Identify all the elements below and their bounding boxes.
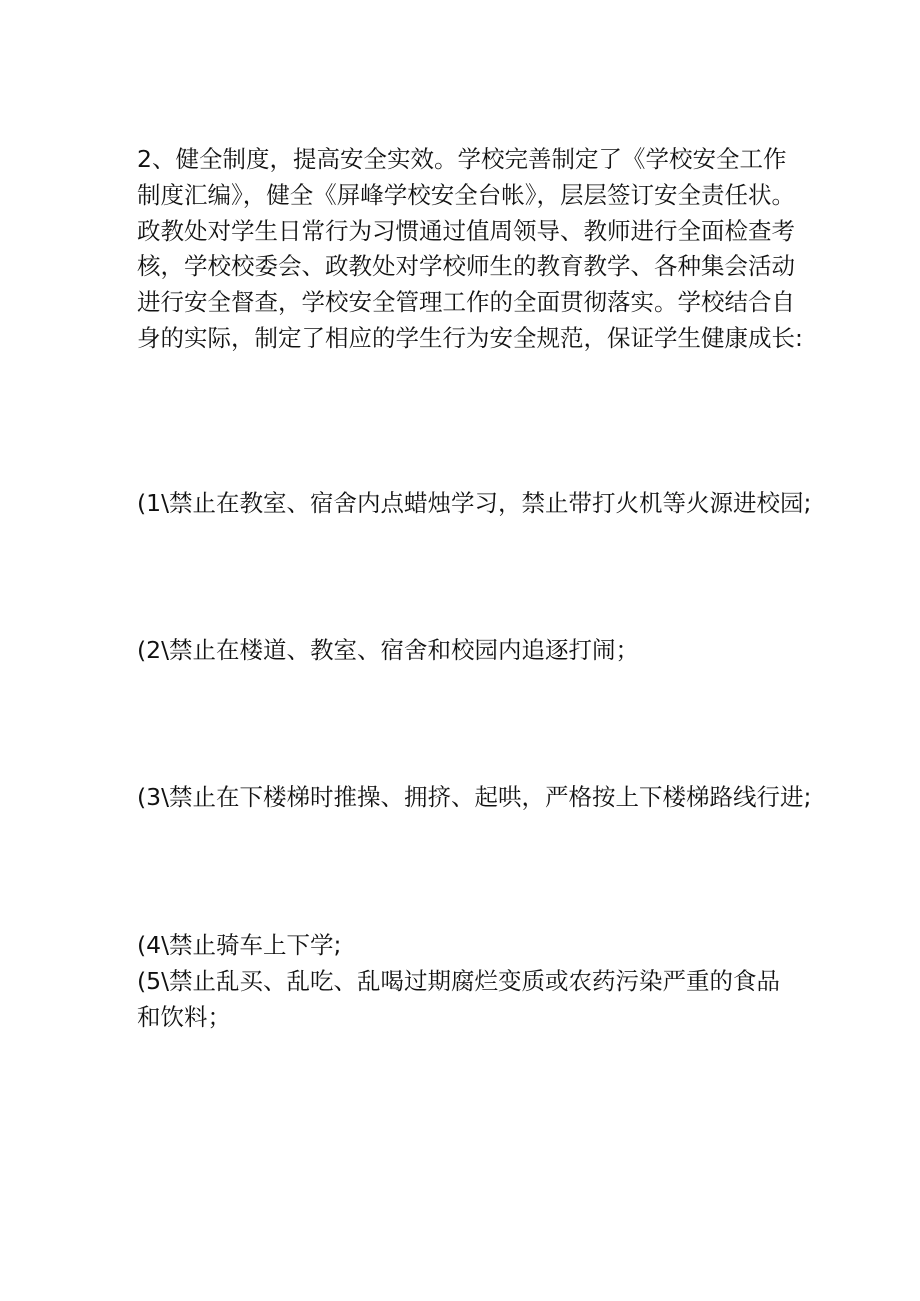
rule-item-1 (137, 486, 812, 522)
intro-line: 身的实际，制定了相应的学生行为安全规范，保证学生健康成长: (137, 323, 803, 352)
intro-line: 进行安全督查，学校安全管理工作的全面贯彻落实。学校结合自 (137, 288, 795, 317)
rule-text: (5\禁止乱买、乱吃、乱喝过期腐烂变质或农药污染严重的食品 (137, 966, 781, 995)
intro-line: 制度汇编》，健全《屏峰学校安全台帐》，层层签订安全责任状。 (137, 180, 795, 209)
rule-text: (1\禁止在教室、宿舍内点蜡烛学习，禁止带打火机等火源进校园; (137, 489, 812, 517)
intro-line: 核，学校校委会、政教处对学校师生的教育教学、各种集会活动 (137, 252, 795, 281)
rule-text: (2\禁止在楼道、教室、宿舍和校园内追逐打闹； (137, 636, 640, 664)
rule-item-3 (137, 780, 812, 816)
intro-line: 政教处对学生日常行为习惯通过值周领导、教师进行全面检查考 (137, 216, 795, 245)
intro-line: 2、健全制度，提高安全实效。学校完善制定了《学校安全工作 (137, 145, 787, 173)
rule-text: (4\禁止骑车上下学; (137, 931, 342, 959)
rule-item-2 (137, 633, 787, 669)
rule-items-4-5 (137, 928, 787, 1035)
rule-text: 和饮料； (137, 1002, 231, 1031)
intro-paragraph (137, 142, 803, 357)
rule-text: (3\禁止在下楼梯时推操、拥挤、起哄，严格按上下楼梯路线行进; (137, 783, 812, 811)
